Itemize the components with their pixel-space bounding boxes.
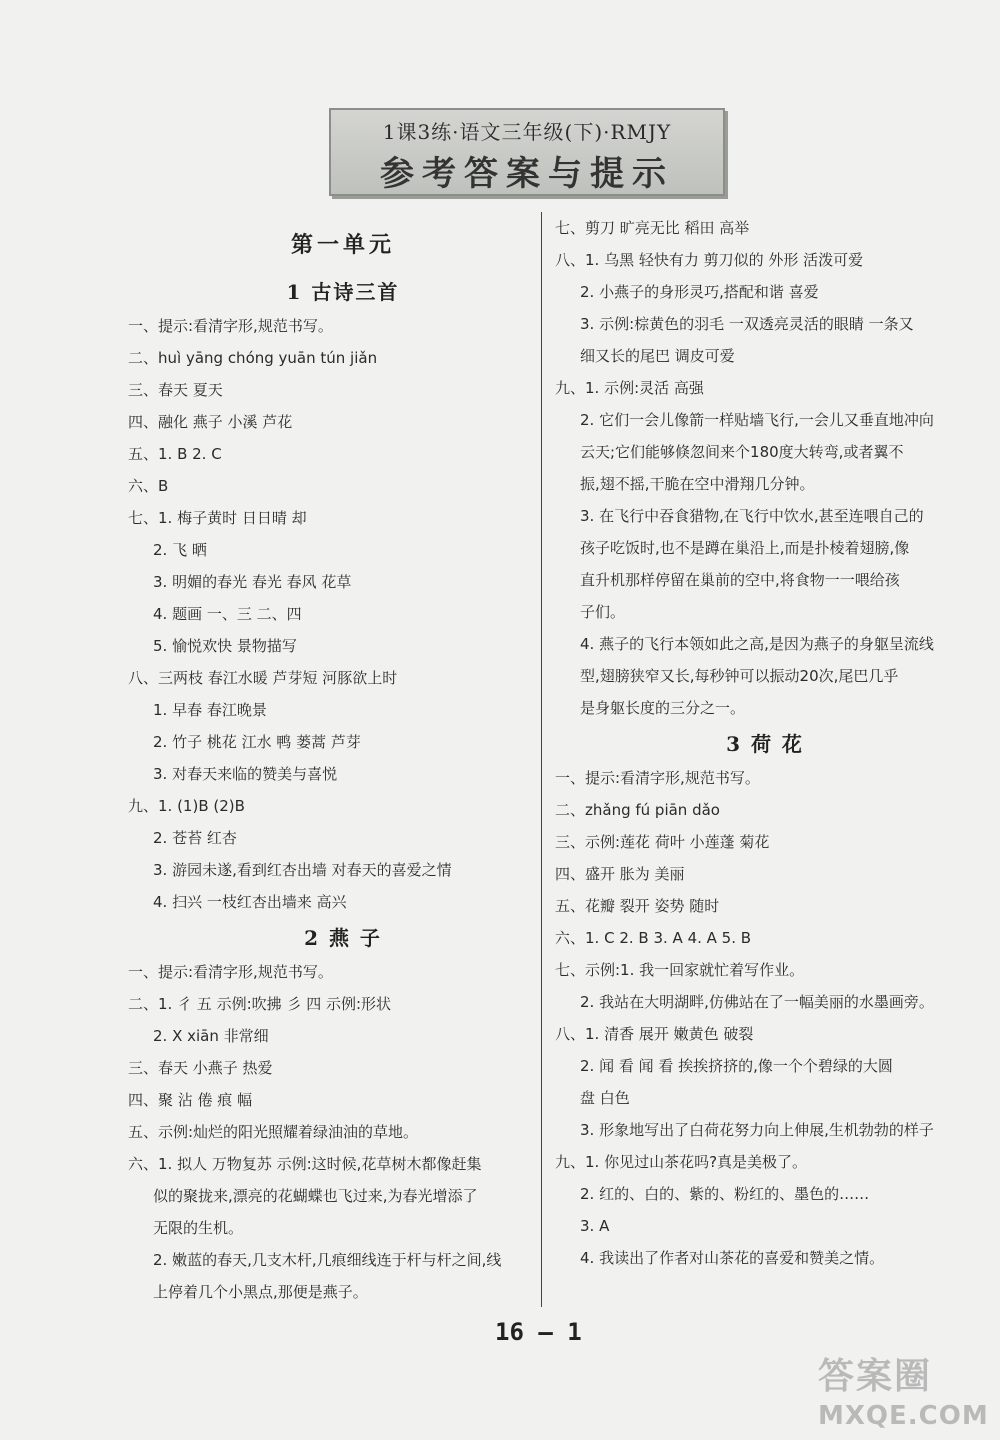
- answer-line: 八、三两枝 春江水暖 芦芽短 河豚欲上时: [128, 669, 398, 687]
- answer-line: 五、示例:灿烂的阳光照耀着绿油油的草地。: [128, 1123, 419, 1141]
- answer-line: 五、1. B 2. C: [128, 445, 222, 463]
- answer-key-header: [329, 108, 725, 196]
- page-number: 16 — 1: [495, 1318, 582, 1346]
- answer-line: 直升机那样停留在巢前的空中,将食物一一喂给孩: [580, 571, 900, 589]
- lesson-3-answers: [555, 762, 975, 1274]
- answer-line: 2. 我站在大明湖畔,仿佛站在了一幅美丽的水墨画旁。: [580, 993, 934, 1011]
- watermark-logo: 答案圈: [818, 1356, 933, 1397]
- site-watermark: [818, 1348, 998, 1440]
- answer-line: 三、春天 夏天: [128, 381, 223, 399]
- answer-line: 振,翅不摇,干脆在空中滑翔几分钟。: [580, 475, 815, 493]
- answer-line: 六、1. 拟人 万物复苏 示例:这时候,花草树木都像赶集: [128, 1155, 482, 1173]
- answer-line: 3. A: [580, 1217, 610, 1235]
- answer-line: 二、zhǎng fú piān dǎo: [555, 801, 720, 819]
- answer-line: 2. 苍苔 红杏: [153, 829, 237, 847]
- answer-line: 四、聚 沾 倦 痕 幅: [128, 1091, 253, 1109]
- watermark-url: MXQE.COM: [818, 1401, 989, 1431]
- answer-line: 3. 示例:棕黄色的羽毛 一双透亮灵活的眼睛 一条又: [580, 315, 914, 333]
- answer-line: 2. 嫩蓝的春天,几支木杆,几痕细线连于杆与杆之间,线: [153, 1251, 502, 1269]
- lesson-2-answers: [128, 956, 558, 1308]
- left-column: [128, 210, 558, 1308]
- answer-line: 3. 对春天来临的赞美与喜悦: [153, 765, 338, 783]
- answer-line: 2. 飞 晒: [153, 541, 207, 559]
- answer-line: 4. 我读出了作者对山茶花的喜爱和赞美之情。: [580, 1249, 885, 1267]
- answer-line: 3. 在飞行中吞食猎物,在飞行中饮水,甚至连喂自己的: [580, 507, 924, 525]
- answer-line: 子们。: [580, 603, 626, 621]
- answer-line: 六、1. C 2. B 3. A 4. A 5. B: [555, 929, 752, 947]
- answer-line: 四、融化 燕子 小溪 芦花: [128, 413, 293, 431]
- answer-line: 八、1. 乌黑 轻快有力 剪刀似的 外形 活泼可爱: [555, 251, 864, 269]
- answer-line: 4. 燕子的飞行本领如此之高,是因为燕子的身躯呈流线: [580, 635, 934, 653]
- answer-line: 二、1. 彳 五 示例:吹拂 彡 四 示例:形状: [128, 995, 392, 1013]
- unit-title: 第一单元: [290, 232, 395, 258]
- answer-line: 八、1. 清香 展开 嫩黄色 破裂: [555, 1025, 754, 1043]
- answer-line: 无限的生机。: [153, 1219, 244, 1237]
- answer-line: 盘 白色: [580, 1089, 630, 1107]
- lesson-2-title: 2 燕 子: [304, 926, 382, 950]
- answer-line: 七、剪刀 旷亮无比 稻田 高举: [555, 219, 750, 237]
- answer-line: 是身躯长度的三分之一。: [580, 699, 746, 717]
- answer-line: 四、盛开 胀为 美丽: [555, 865, 685, 883]
- answer-line: 一、提示:看清字形,规范书写。: [128, 317, 333, 335]
- answer-line: 2. 小燕子的身形灵巧,搭配和谐 喜爱: [580, 283, 819, 301]
- answer-line: 5. 愉悦欢快 景物描写: [153, 637, 297, 655]
- answer-line: 七、示例:1. 我一回家就忙着写作业。: [555, 961, 805, 979]
- answer-line: 4. 题画 一、三 二、四: [153, 605, 302, 623]
- answer-line: 二、huì yāng chóng yuān tún jiǎn: [128, 349, 378, 367]
- answer-line: 一、提示:看清字形,规范书写。: [128, 963, 333, 981]
- answer-line: 九、1. (1)B (2)B: [128, 797, 245, 815]
- lesson-1-title: 1 古诗三首: [286, 280, 400, 304]
- answer-line: 七、1. 梅子黄时 日日晴 却: [128, 509, 307, 527]
- answer-line: 六、B: [128, 477, 169, 495]
- answer-line: 三、春天 小燕子 热爱: [128, 1059, 273, 1077]
- answer-line: 2. X xiān 非常细: [153, 1027, 269, 1045]
- answer-line: 似的聚拢来,漂亮的花蝴蝶也飞过来,为春光增添了: [153, 1187, 478, 1205]
- lesson-3-title: 3 荷 花: [726, 732, 804, 756]
- lesson-2-answers-continued: [555, 212, 975, 724]
- answer-line: 一、提示:看清字形,规范书写。: [555, 769, 760, 787]
- right-column: [555, 212, 975, 1274]
- page-title: 参考答案与提示: [380, 154, 674, 194]
- answer-line: 细又长的尾巴 调皮可爱: [580, 347, 735, 365]
- answer-line: 孩子吃饭时,也不是蹲在巢沿上,而是扑棱着翅膀,像: [580, 539, 910, 557]
- answer-line: 上停着几个小黑点,那便是燕子。: [153, 1283, 368, 1301]
- lesson-1-answers: [128, 310, 558, 918]
- answer-line: 云天;它们能够倏忽间来个180度大转弯,或者翼不: [580, 443, 904, 461]
- answer-line: 3. 明媚的春光 春光 春风 花草: [153, 573, 352, 591]
- answer-line: 4. 扫兴 一枝红杏出墙来 高兴: [153, 893, 347, 911]
- answer-line: 型,翅膀狭窄又长,每秒钟可以振动20次,尾巴几乎: [580, 667, 899, 685]
- book-subtitle: 1课3练·语文三年级(下)·RMJY: [382, 120, 672, 144]
- answer-line: 三、示例:莲花 荷叶 小莲蓬 菊花: [555, 833, 770, 851]
- answer-line: 九、1. 示例:灵活 高强: [555, 379, 704, 397]
- answer-line: 3. 形象地写出了白荷花努力向上伸展,生机勃勃的样子: [580, 1121, 934, 1139]
- answer-line: 2. 它们一会儿像箭一样贴墙飞行,一会儿又垂直地冲向: [580, 411, 934, 429]
- answer-line: 2. 闻 看 闻 看 挨挨挤挤的,像一个个碧绿的大圆: [580, 1057, 893, 1075]
- answer-line: 3. 游园未遂,看到红杏出墙 对春天的喜爱之情: [153, 861, 452, 879]
- answer-line: 2. 红的、白的、紫的、粉红的、墨色的……: [580, 1185, 870, 1203]
- answer-line: 九、1. 你见过山茶花吗?真是美极了。: [555, 1153, 808, 1171]
- answer-line: 1. 早春 春江晚景: [153, 701, 267, 719]
- answer-line: 五、花瓣 裂开 姿势 随时: [555, 897, 720, 915]
- answer-line: 2. 竹子 桃花 江水 鸭 蒌蒿 芦芽: [153, 733, 361, 751]
